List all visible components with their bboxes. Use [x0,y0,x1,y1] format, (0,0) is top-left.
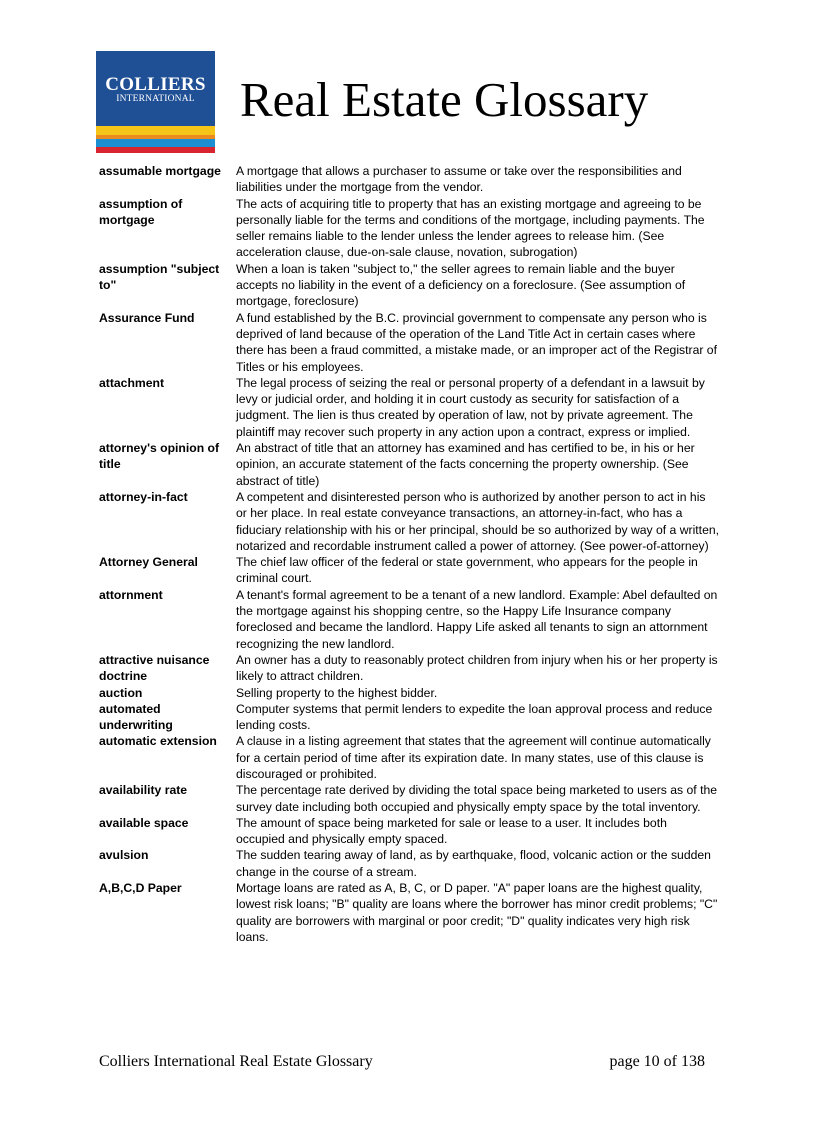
glossary-term: automatic extension [99,734,217,749]
glossary-term: assumption of mortgage [99,196,183,227]
footer-page-number: page 10 of 138 [609,1053,705,1070]
glossary-definition: A clause in a listing agreement that states that the agreement will continue automatically for a certain period of time after its expiration date. In many states, use of this clause is discouraged or prohibited. [236,734,711,781]
glossary-term: assumable mortgage [99,164,221,178]
glossary-entry [99,587,719,652]
glossary-entry [99,685,719,701]
glossary-definition: The legal process of seizing the real or personal property of a defendant in a lawsuit by levy or judicial order, and holding it in court custody as security for satisfaction of a judgment. The lien is thus created by operation of law, not by private agreement. The plaintiff may recover such property in any action upon a contract, express or implied. [236,375,705,439]
page-title: Real Estate Glossary [240,72,649,127]
logo-stripe-blue [96,139,215,147]
glossary-entry [99,310,719,375]
glossary-definition: The sudden tearing away of land, as by earthquake, flood, volcanic action or the sudden change in the course of a stream. [236,848,711,879]
glossary-entry [99,847,719,880]
glossary-term: avulsion [99,848,149,863]
glossary-definition: A tenant's formal agreement to be a tenant of a new landlord. Example: Abel defaulted on the mortgage against his shopping centre, so the Happy Life Insurance company foreclosed and became the landlord. Happy Life asked all tenants to sign an attornment recognizing the new landlord. [236,587,718,651]
glossary-entry [99,261,719,310]
glossary-entry [99,815,719,848]
glossary-definition: The amount of space being marketed for sale or lease to a user. It includes both occupied and physically empty spaced. [236,815,667,847]
logo-stripe-yellow [96,126,215,135]
logo-stripe-red [96,147,215,153]
glossary-entry [99,782,719,815]
glossary-term: attractive nuisance doctrine [99,652,210,684]
glossary-term: Assurance Fund [99,310,195,325]
glossary-term: attornment [99,587,163,602]
glossary-definition: An owner has a duty to reasonably protect children from injury when his or her property is likely to attract children. [236,652,718,684]
glossary-term: A,B,C,D Paper [99,881,182,896]
glossary-entry [99,554,719,587]
glossary-term: availability rate [99,783,188,798]
glossary-definition: A competent and disinterested person who is authorized by another person to act in his or her place. In real estate conveyance transactions, an attorney-in-fact, who has a fiduciary relationship with his or her principal, should be so authorized by way of a written, notarized and recordable instrument called a power of attorney. (See power-of-attorney) [236,489,720,553]
colliers-logo [96,51,215,153]
glossary-definition: An abstract of title that an attorney has examined and has certified to be, in his or her opinion, an accurate statement of the facts concerning the property ownership. (See abstract of title) [236,441,695,488]
glossary-term: Attorney General [99,555,198,570]
glossary-definition: When a loan is taken "subject to," the seller agrees to remain liable and the buyer accepts no liability in the event of a deficiency on a foreclosure. (See assumption of mortgage, foreclosure) [236,261,686,309]
glossary-entry [99,489,719,554]
glossary-term: auction [99,685,143,700]
glossary-entry [99,196,719,261]
glossary-term: attachment [99,375,165,390]
glossary-entry [99,163,719,196]
glossary-entry [99,733,719,782]
glossary-definition: The percentage rate derived by dividing the total space being marketed to users as of the survey date including both occupied and physically empty space by the total inventory. [236,783,718,814]
glossary-definition: Selling property to the highest bidder. [236,685,438,700]
glossary-list [99,163,719,945]
glossary-definition: A mortgage that allows a purchaser to assume or take over the responsibilities and liabilities under the mortgage from the vendor. [236,164,682,195]
glossary-definition: The chief law officer of the federal or state government, who appears for the people in criminal court. [236,555,698,586]
logo-subtitle: INTERNATIONAL [116,94,195,104]
glossary-definition: Computer systems that permit lenders to expedite the loan approval process and reduce lending costs. [236,701,713,733]
glossary-entry [99,880,719,945]
glossary-definition: The acts of acquiring title to property that has an existing mortgage and agreeing to be personally liable for the terms and conditions of the mortgage, including payments. The seller remains liable to the lender unless the lender agrees to release him. (See acceleration clause, due-on-sale clause, novation, subrogation) [236,196,705,260]
glossary-term: assumption "subject to" [99,261,220,293]
glossary-term: automated underwriting [99,701,173,733]
glossary-entry [99,440,719,489]
glossary-term: attorney's opinion of title [99,441,220,472]
logo-name: COLLIERS [105,74,206,95]
glossary-entry [99,652,719,685]
glossary-definition: Mortage loans are rated as A, B, C, or D paper. "A" paper loans are the highest quality, lowest risk loans; "B" quality are loans where the borrower has minor credit problems; "C" quality are borrowers with marginal or poor credit; "D" quality indicates very high risk loans. [236,881,718,944]
glossary-entry [99,375,719,440]
glossary-term: available space [99,815,189,830]
footer-document-title: Colliers International Real Estate Glossary [99,1053,373,1070]
glossary-entry [99,701,719,734]
glossary-definition: A fund established by the B.C. provincial government to compensate any person who is deprived of land because of the operation of the Land Title Act in certain cases where there has been a fraud committed, a mistake made, or an improper act of the Registrar of Titles or his employees. [236,310,717,374]
glossary-term: attorney-in-fact [99,489,188,504]
